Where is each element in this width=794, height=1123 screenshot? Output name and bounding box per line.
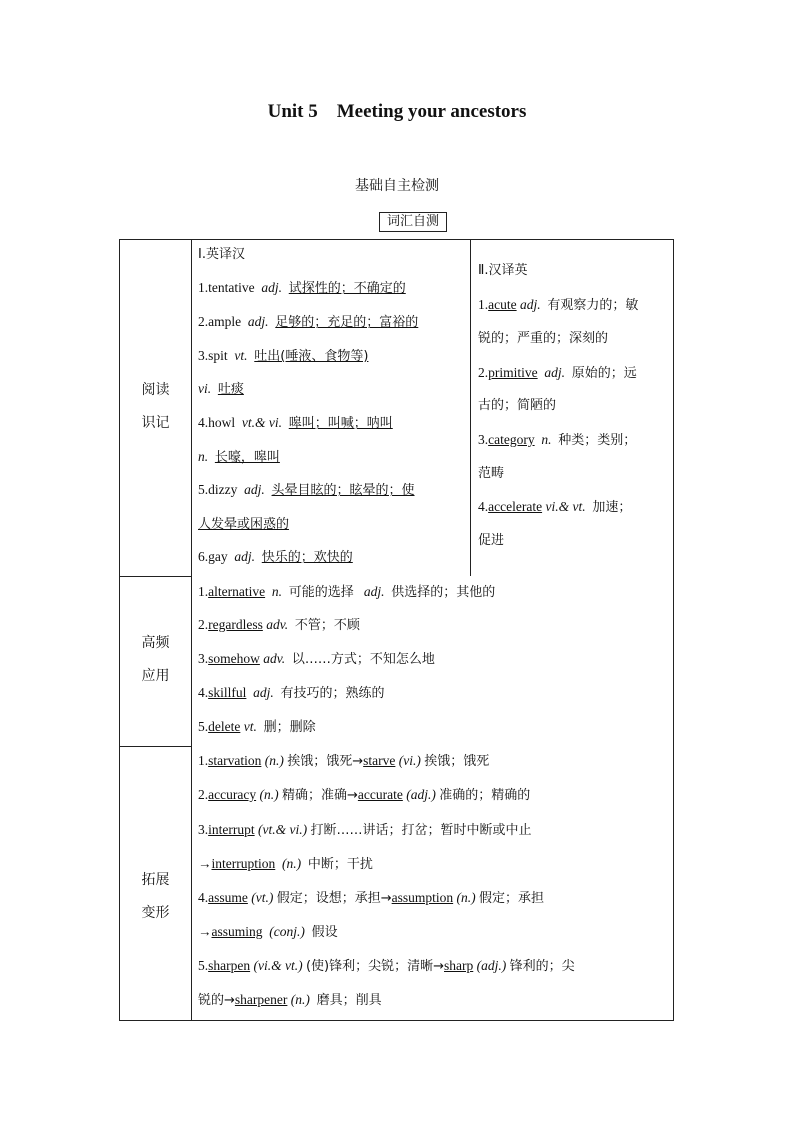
list-item: 2.ample adj. 足够的；充足的；富裕的 [198, 314, 419, 330]
row-label-extension: 拓展 变形 [141, 872, 170, 921]
list-item: vi. 吐痰 [198, 381, 244, 397]
list-item: 1.acute adj. 有观察力的；敏 [478, 297, 639, 313]
list-item: n. 长嚎，嗥叫 [198, 449, 280, 465]
cn-en-heading: Ⅱ.汉译英 [478, 263, 528, 278]
list-item: 3.interrupt (vt.& vi.) 打断……讲话；打岔；暂时中断或中止 [198, 822, 532, 838]
list-item: 6.gay adj. 快乐的；欢快的 [198, 549, 353, 565]
list-item: 2.accuracy (n.) 精确；准确→accurate (adj.) 准确的；精确的 [198, 787, 531, 803]
row-label-frequent: 高频 应用 [141, 635, 170, 684]
list-item: 人发晕或困惑的 [198, 517, 290, 532]
list-item: 3.spit vt. 吐出(唾液、食物等) [198, 348, 369, 364]
list-item: 4.skillful adj. 有技巧的；熟练的 [198, 685, 385, 701]
list-item: 锐的→sharpener (n.) 磨具；削具 [198, 992, 382, 1008]
list-item: 1.tentative adj. 试探性的；不确定的 [198, 280, 406, 296]
table-divider [191, 239, 192, 1021]
list-item: →assuming (conj.) 假设 [198, 924, 338, 940]
list-item: 锐的；严重的；深刻的 [478, 331, 609, 346]
list-item: 3.somehow adv. 以……方式；不知怎么地 [198, 651, 435, 667]
list-item: 5.dizzy adj. 头晕目眩的；眩晕的；使 [198, 482, 415, 498]
section-subtitle: 基础自主检测 [355, 178, 439, 194]
list-item: 1.alternative n. 可能的选择 adj. 供选择的；其他的 [198, 584, 496, 600]
list-item: 5.delete vt. 删；删除 [198, 719, 316, 735]
vocab-box-label: 词汇自测 [379, 212, 447, 232]
list-item: 4.assume (vt.) 假定；设想；承担→assumption (n.) 假定；承担 [198, 890, 545, 906]
row-divider [119, 576, 192, 577]
row-divider [119, 746, 192, 747]
list-item: 2.regardless adv. 不管；不顾 [198, 617, 360, 633]
list-item: 1.starvation (n.) 挨饿；饿死→starve (vi.) 挨饿；饿死 [198, 753, 490, 769]
list-item: 范畴 [478, 466, 505, 481]
list-item: 5.sharpen (vi.& vt.) (使)锋利；尖锐；清晰→sharp (adj.) 锋利的；尖 [198, 958, 575, 974]
list-item: 古的；简陋的 [478, 398, 557, 413]
list-item: 4.accelerate vi.& vt. 加速； [478, 499, 632, 515]
en-cn-heading: Ⅰ.英译汉 [198, 247, 245, 262]
row-label-reading: 阅读 识记 [141, 382, 170, 431]
list-item: 促进 [478, 533, 505, 548]
list-item: 2.primitive adj. 原始的；远 [478, 365, 637, 381]
list-item: 3.category n. 种类；类别； [478, 432, 637, 448]
list-item: 4.howl vt.& vi. 嗥叫；叫喊；呐叫 [198, 415, 393, 431]
column-divider [470, 239, 471, 576]
page-title: Unit 5 Meeting your ancestors [267, 101, 527, 122]
list-item: →interruption (n.) 中断；干扰 [198, 856, 373, 872]
